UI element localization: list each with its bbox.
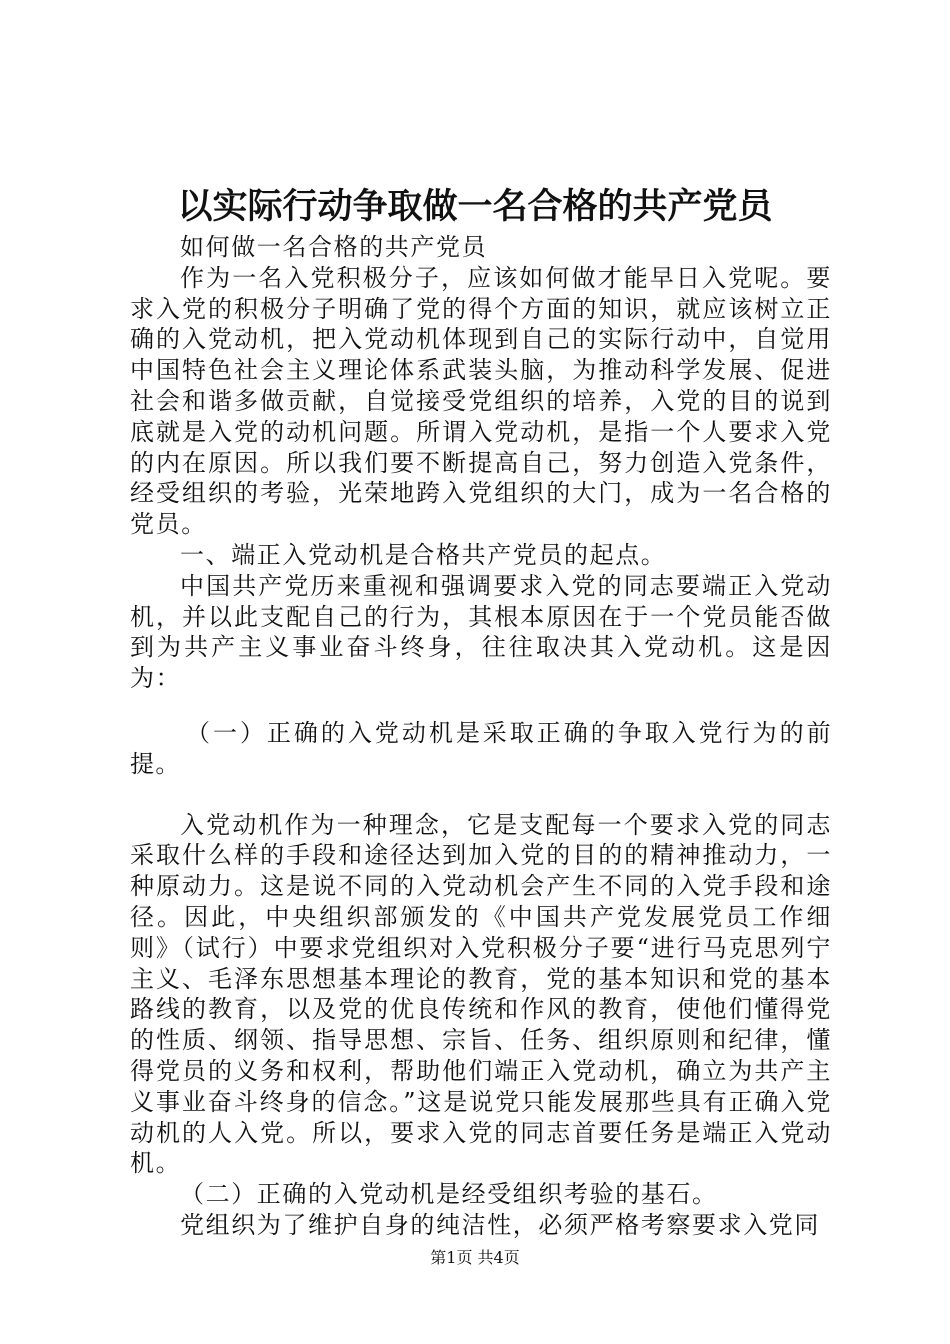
paragraph: 作为一名入党积极分子，应该如何做才能早日入党呢。要求入党的积极分子明确了党的得个方面的知识，就应该树立正确的入党动机，把入党动机体现到自己的实际行动中，自觉用中国特色社会主义理论体系武装头脑，为推动科学发展、促进社会和谐多做贡献，自觉接受党组织的培养，入党的目的说到底就是入党的动机问题。所谓入党动机，是指一个人要求入党的内在原因。所以我们要不断提高自己，努力创造入党条件，经受组织的考验，光荣地跨入党组织的大门，成为一名合格的党员。 [130,263,832,539]
paragraph: 党组织为了维护自身的纯洁性，必须严格考察要求入党同 [180,1210,820,1239]
paragraph: 入党动机作为一种理念，它是支配每一个要求入党的同志采取什么样的手段和途径达到加入党的目的的精神推动力，一种原动力。这是说不同的入党动机会产生不同的入党手段和途径。因此，中央组织部颁发的《中国共产党发展党员工作细则》（试行）中要求党组织对入党积极分子要“进行马克思列宁主义、毛泽东思想基本理论的教育，党的基本知识和党的基本路线的教育，以及党的优良传统和作风的教育，使他们懂得党的性质、纲领、指导思想、宗旨、任务、组织原则和纪律，懂得党员的义务和权利，帮助他们端正入党动机，确立为共产主义事业奋斗终身的信念。”这是说党只能发展那些具有正确入党动机的人入党。所以，要求入党的同志首要任务是端正入党动机。 [130,810,832,1178]
document-body [130,232,832,1241]
subsection-heading: （二）正确的入党动机是经受组织考验的基石。 [180,1180,718,1209]
paragraph: 中国共产党历来重视和强调要求入党的同志要端正入党动机，并以此支配自己的行为，其根本原因在于一个党员能否做到为共产主义事业奋斗终身，往往取决其入党动机。这是因为： [130,571,832,693]
paragraph-heading: 如何做一名合格的共产党员 [180,233,488,261]
page-footer: 第1页 共4页 [430,1248,520,1267]
subsection-heading: （一）正确的入党动机是采取正确的争取入党行为的前提。 [130,718,832,778]
document-title: 以实际行动争取做一名合格的共产党员 [177,187,773,227]
section-heading: 一、端正入党动机是合格共产党员的起点。 [180,540,667,569]
